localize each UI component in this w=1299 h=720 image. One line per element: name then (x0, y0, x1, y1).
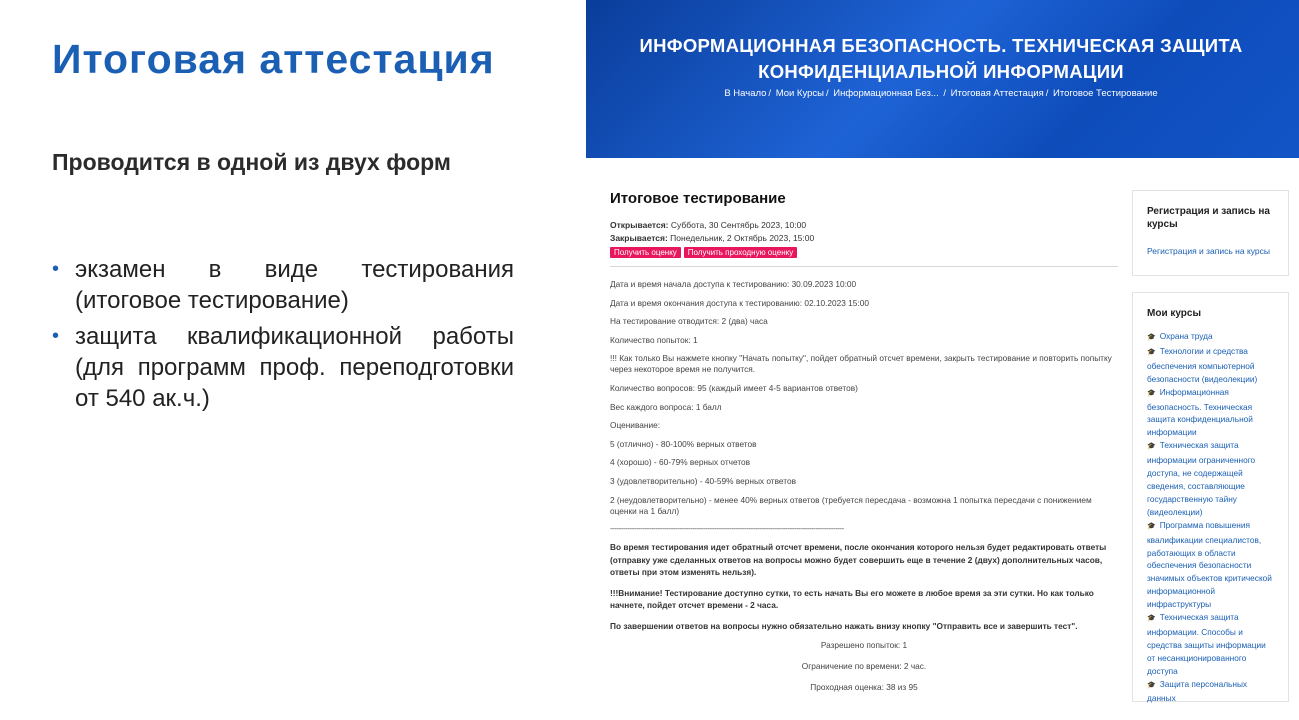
quiz-notice: !!!Внимание! Тестирование доступно сутки, то есть начать Вы его можете в любое время за эти сутки. Но как только начнете, пойдет отсчет времени - 2 часа. (610, 587, 1094, 611)
slide-subtitle: Проводится в одной из двух форм (52, 149, 451, 175)
course-link-label: Техническая защита информации. Способы и средства защиты информации от несанкционированного доступа (1147, 612, 1266, 676)
quiz-info-line: На тестирование отводится: 2 (два) часа (610, 316, 768, 327)
course-link[interactable] (1147, 345, 1274, 386)
bullet-text: защита квалификационной работы (для программ проф. переподготовки от 540 ак.ч.) (75, 323, 514, 412)
breadcrumb-final-test[interactable]: Итоговое Тестирование (1053, 88, 1158, 99)
registration-heading: Регистрация и запись на курсы (1147, 206, 1270, 230)
course-banner (586, 0, 1299, 158)
separator-dashes: ------------------------------------------------------------------------------------------------------------ (610, 524, 844, 534)
quiz-info-line: 2 (неудовлетворительно) - менее 40% верных ответов (требуется пересдача - возможна 1 попытка пересдачи с понижением оценки на 1 балл) (610, 494, 1092, 516)
quiz-info-line: Оценивание: (610, 420, 661, 431)
quiz-info-line: 3 (удовлетворительно) - 40-59% верных ответов (610, 475, 796, 486)
lms-screenshot (586, 0, 1299, 704)
graduation-cap-icon: 🎓 (1147, 348, 1156, 356)
divider (610, 266, 1118, 267)
course-link[interactable] (1147, 678, 1274, 706)
opens-value: Суббота, 30 Сентябрь 2023, 10:00 (670, 220, 807, 230)
graduation-cap-icon: 🎓 (1147, 389, 1156, 397)
graduation-cap-icon: 🎓 (1147, 443, 1156, 451)
graduation-cap-icon: 🎓 (1147, 615, 1156, 623)
closes-value: Понедельник, 2 Октябрь 2023, 15:00 (670, 233, 815, 243)
course-link-label: Техническая защита информации ограниченного доступа, не содержащей сведения, составляющие государственную тайну (видеолекции) (1147, 440, 1256, 517)
breadcrumb-attestation[interactable]: Итоговая Аттестация (950, 88, 1044, 99)
quiz-content (610, 190, 1118, 703)
attempts-allowed: Разрешено попыток: 1 (820, 640, 908, 651)
course-link[interactable] (1147, 519, 1274, 611)
course-link[interactable] (1147, 386, 1274, 440)
course-link-label: Программа повышения квалификации специалистов, работающих в области обеспечения безопасности значимых объектов критической информационной инфраструктуры (1147, 519, 1272, 610)
grade-buttons (610, 247, 1118, 258)
course-link-label: Защита персональных данных (1147, 678, 1248, 704)
course-title: ИНФОРМАЦИОННАЯ БЕЗОПАСНОСТЬ. ТЕХНИЧЕСКАЯ ЗАЩИТА КОНФИДЕНЦИАЛЬНОЙ ИНФОРМАЦИИ (639, 35, 1243, 82)
breadcrumb-home[interactable]: В Начало (724, 88, 767, 99)
passing-grade: Проходная оценка: 38 из 95 (810, 682, 918, 693)
graduation-cap-icon: 🎓 (1147, 522, 1156, 530)
course-link[interactable] (1147, 439, 1274, 518)
quiz-notice: Во время тестирования идет обратный отсчет времени, после окончания которого нельзя будет редактировать ответы (отправку уже сделанных ответов на вопросы можно будет совершить еще в течение 2 (двух) дополнительных часов, ответы при этом изменять нельзя). (610, 542, 1107, 578)
course-link-label: Охрана труда (1159, 331, 1213, 341)
get-pass-grade-button[interactable]: Получить проходную оценку (684, 247, 797, 258)
quiz-notice: По завершении ответов на вопросы нужно обязательно нажать внизу кнопку "Отправить все и завершить тест". (610, 620, 1078, 631)
bullet-text: экзамен в виде тестирования (итоговое тестирование) (75, 256, 514, 314)
quiz-opens (610, 219, 1118, 232)
bullet-item (52, 321, 514, 414)
quiz-info-line: Количество попыток: 1 (610, 334, 698, 345)
quiz-info-line: Дата и время окончания доступа к тестированию: 02.10.2023 15:00 (610, 297, 869, 308)
bullet-dot-icon: • (52, 258, 60, 280)
breadcrumb-course[interactable]: Информационная Без... (833, 88, 939, 99)
quiz-info-line: Количество вопросов: 95 (каждый имеет 4-5 вариантов ответов) (610, 382, 858, 393)
graduation-cap-icon: 🎓 (1147, 681, 1156, 689)
closes-label: Закрывается: (610, 233, 668, 243)
registration-block (1132, 190, 1289, 276)
quiz-info-line: 5 (отлично) - 80-100% верных ответов (610, 438, 757, 449)
course-link-label: Технологии и средства обеспечения компьютерной безопасности (видеолекции) (1147, 345, 1258, 384)
quiz-info-line: Вес каждого вопроса: 1 балл (610, 401, 722, 412)
quiz-info-line: !!! Как только Вы нажмете кнопку "Начать попытку", пойдет обратный отсчет времени, закрыть тестирование и повторить попытку через некоторое время не получится. (610, 353, 1112, 375)
quiz-info-line: 4 (хорошо) - 60-79% верных отчетов (610, 457, 751, 468)
registration-link[interactable]: Регистрация и запись на курсы (1147, 246, 1271, 256)
opens-label: Открывается: (610, 220, 669, 230)
course-link[interactable] (1147, 330, 1274, 345)
bullet-dot-icon: • (52, 325, 60, 347)
course-link-label: Информационная безопасность. Техническая защита конфиденциальной информации (1147, 386, 1253, 438)
quiz-info-line: Дата и время начала доступа к тестированию: 30.09.2023 10:00 (610, 279, 857, 289)
time-limit: Ограничение по времени: 2 час. (801, 661, 927, 672)
my-courses-block (1132, 292, 1289, 702)
quiz-title: Итоговое тестирование (610, 190, 786, 207)
bullet-item (52, 254, 514, 316)
get-grade-button[interactable]: Получить оценку (610, 247, 681, 258)
my-courses-heading: Мои курсы (1147, 308, 1202, 319)
course-link[interactable] (1147, 611, 1274, 678)
breadcrumb: В Начало / Мои Курсы / Информационная Без... / Итоговая Аттестация / Итоговое Тестирование (724, 88, 1158, 99)
breadcrumb-my-courses[interactable]: Мои Курсы (775, 88, 824, 99)
bullet-list (52, 254, 514, 419)
slide-title: Итоговая аттестация (52, 36, 495, 82)
graduation-cap-icon: 🎓 (1147, 334, 1156, 341)
quiz-closes (610, 232, 1118, 245)
